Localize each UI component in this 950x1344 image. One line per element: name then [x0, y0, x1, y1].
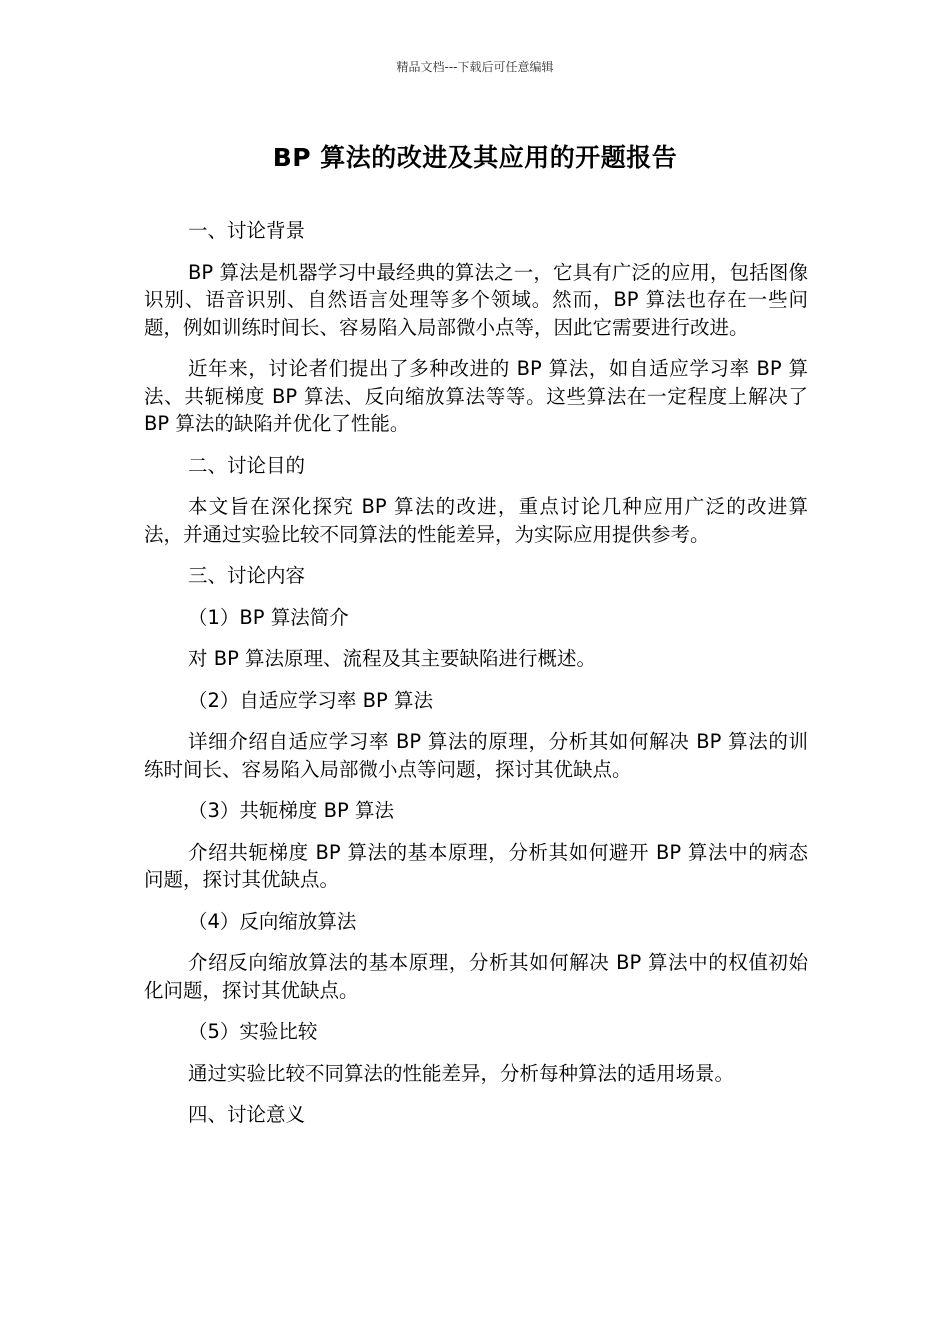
section-heading-purpose: 二、讨论目的: [188, 453, 306, 477]
item-heading-2: （2）自适应学习率 BP 算法: [188, 688, 433, 712]
item-heading-3: （3）共轭梯度 BP 算法: [188, 799, 394, 822]
item-text-2: 详细介绍自适应学习率 BP 算法的原理，分析其如何解决 BP 算法的训练时间长、容易陷入局部微小点等问题，探讨其优缺点。: [144, 730, 808, 781]
item-heading-4: （4）反向缩放算法: [188, 909, 357, 933]
item-text-5: 通过实验比较不同算法的性能差异，分析每种算法的适用场景。: [188, 1061, 735, 1085]
item-text-1: 对 BP 算法原理、流程及其主要缺陷进行概述。: [188, 647, 597, 670]
page-header: 精品文档---下载后可任意编辑: [396, 60, 554, 74]
paragraph-background-1: BP 算法是机器学习中最经典的算法之一，它具有广泛的应用，包括图像识别、语音识别、自然语言处理等多个领域。然而，BP 算法也存在一些问题，例如训练时间长、容易陷入局部微小点等，因此它需要进行改进。: [144, 260, 808, 339]
item-heading-1: （1）BP 算法简介: [188, 605, 349, 629]
section-heading-significance: 四、讨论意义: [188, 1103, 306, 1126]
item-heading-5: （5）实验比较: [188, 1020, 318, 1043]
section-heading-content: 三、讨论内容: [188, 564, 306, 587]
section-heading-background: 一、讨论背景: [188, 219, 306, 242]
paragraph-purpose: 本文旨在深化探究 BP 算法的改进，重点讨论几种应用广泛的改进算法，并通过实验比较不同算法的性能差异，为实际应用提供参考。: [144, 495, 808, 546]
document-body: [144, 217, 808, 1143]
item-text-4: 介绍反向缩放算法的基本原理，分析其如何解决 BP 算法中的权值初始化问题，探讨其优缺点。: [144, 951, 808, 1002]
document-title: BP 算法的改进及其应用的开题报告: [272, 143, 678, 172]
paragraph-background-2: 近年来，讨论者们提出了多种改进的 BP 算法，如自适应学习率 BP 算法、共轭梯度 BP 算法、反向缩放算法等等。这些算法在一定程度上解决了 BP 算法的缺陷并优化了性能。: [144, 357, 808, 435]
item-text-3: 介绍共轭梯度 BP 算法的基本原理，分析其如何避开 BP 算法中的病态问题，探讨其优缺点。: [144, 840, 808, 891]
